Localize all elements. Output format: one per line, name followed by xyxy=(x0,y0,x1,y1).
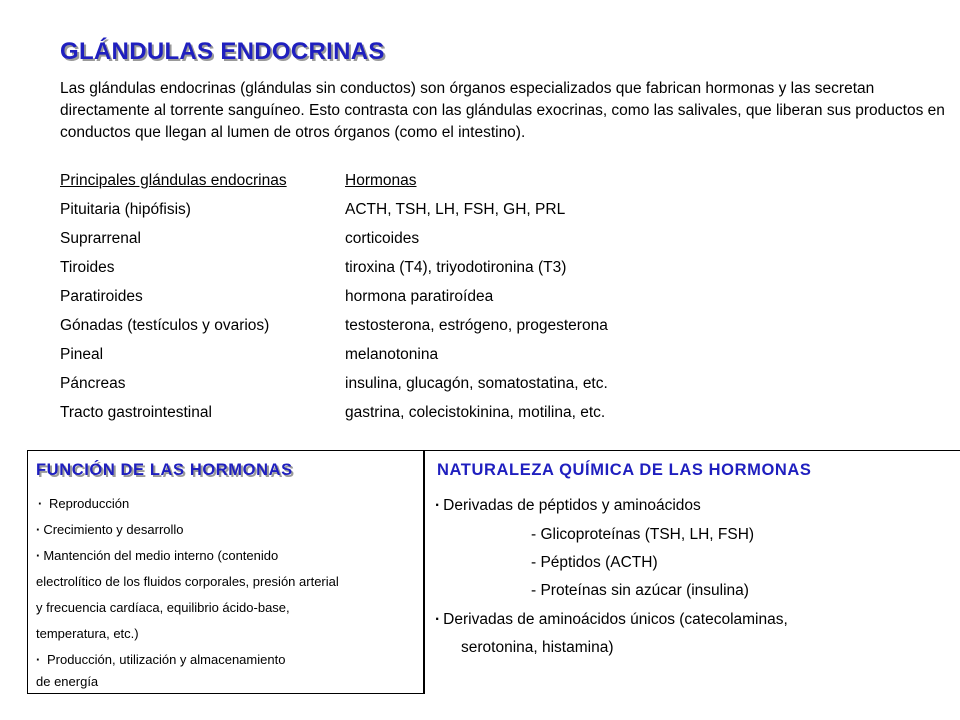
function-item-continuation: y frecuencia cardíaca, equilibrio ácido-base, xyxy=(36,600,290,615)
gland-name: Pituitaria (hipófisis) xyxy=(60,201,191,218)
hormone-list: gastrina, colecistokinina, motilina, etc. xyxy=(345,404,606,421)
list-item xyxy=(36,543,278,569)
hormone-function-box xyxy=(27,450,424,694)
gland-name: Páncreas xyxy=(60,375,126,392)
gland-name: Paratiroides xyxy=(60,288,143,305)
function-item-continuation: temperatura, etc.) xyxy=(36,626,139,641)
table-header-row xyxy=(60,172,820,201)
table-row xyxy=(60,404,820,433)
table-row xyxy=(60,288,820,317)
nature-item-continuation: serotonina, histamina) xyxy=(461,639,614,656)
function-item-text: Producción, utilización y almacenamiento xyxy=(46,652,286,667)
list-item xyxy=(435,497,701,515)
bullet-icon: · xyxy=(435,611,441,628)
list-item xyxy=(435,611,788,629)
nature-subitem: - Proteínas sin azúcar (insulina) xyxy=(531,582,749,599)
list-item xyxy=(38,491,129,517)
header-hormones: Hormonas xyxy=(345,172,417,189)
bullet-icon: · xyxy=(435,497,441,514)
glands-table xyxy=(60,172,820,433)
gland-name: Pineal xyxy=(60,346,104,363)
hormone-list: insulina, glucagón, somatostatina, etc. xyxy=(345,375,608,392)
function-box-title: FUNCIÓN DE LAS HORMONAS xyxy=(36,461,293,479)
table-row xyxy=(60,201,820,230)
hormone-list: melanotonina xyxy=(345,346,439,363)
table-row xyxy=(60,317,820,346)
table-row xyxy=(60,259,820,288)
gland-name: Suprarrenal xyxy=(60,230,141,247)
function-item-text: Mantención del medio interno (contenido xyxy=(43,548,279,563)
list-item xyxy=(36,517,184,543)
nature-item-text: Derivadas de aminoácidos únicos (catecolaminas, xyxy=(443,611,788,628)
intro-paragraph: Las glándulas endocrinas (glándulas sin conductos) son órganos especializados que fabrican hormonas y las secretan directamente al torrente sanguíneo. Esto contrasta con las glándulas exocrinas, como las salivales, que liberan sus productos en conductos que llegan al lumen de otros órganos (como el intestino). xyxy=(60,80,945,141)
function-item-text: Crecimiento y desarrollo xyxy=(43,522,184,537)
hormone-list: ACTH, TSH, LH, FSH, GH, PRL xyxy=(345,201,566,218)
gland-name: Gónadas (testículos y ovarios) xyxy=(60,317,270,334)
chemical-nature-box xyxy=(424,450,960,694)
page-title: GLÁNDULAS ENDOCRINAS xyxy=(60,38,385,65)
bullet-icon: · xyxy=(36,548,41,563)
table-row xyxy=(60,375,820,404)
bullet-icon: · xyxy=(36,652,41,667)
nature-subitem: - Glicoproteínas (TSH, LH, FSH) xyxy=(531,526,755,543)
nature-item-text: Derivadas de péptidos y aminoácidos xyxy=(443,497,701,514)
bullet-icon: · xyxy=(36,522,41,537)
hormone-list: corticoides xyxy=(345,230,420,247)
nature-subitem: - Péptidos (ACTH) xyxy=(531,554,658,571)
gland-name: Tracto gastrointestinal xyxy=(60,404,212,421)
function-item-text: Reproducción xyxy=(48,496,130,511)
hormone-list: testosterona, estrógeno, progesterona xyxy=(345,317,608,334)
table-row xyxy=(60,346,820,375)
header-glands: Principales glándulas endocrinas xyxy=(60,172,287,189)
gland-name: Tiroides xyxy=(60,259,115,276)
nature-box-title: NATURALEZA QUÍMICA DE LAS HORMONAS xyxy=(437,461,812,479)
hormone-list: hormona paratiroídea xyxy=(345,288,494,305)
bullet-icon: · xyxy=(38,496,43,511)
hormone-list: tiroxina (T4), triyodotironina (T3) xyxy=(345,259,567,276)
function-item-continuation: electrolítico de los fluidos corporales, presión arterial xyxy=(36,574,339,589)
function-item-continuation: de energía xyxy=(36,674,99,689)
table-row xyxy=(60,230,820,259)
